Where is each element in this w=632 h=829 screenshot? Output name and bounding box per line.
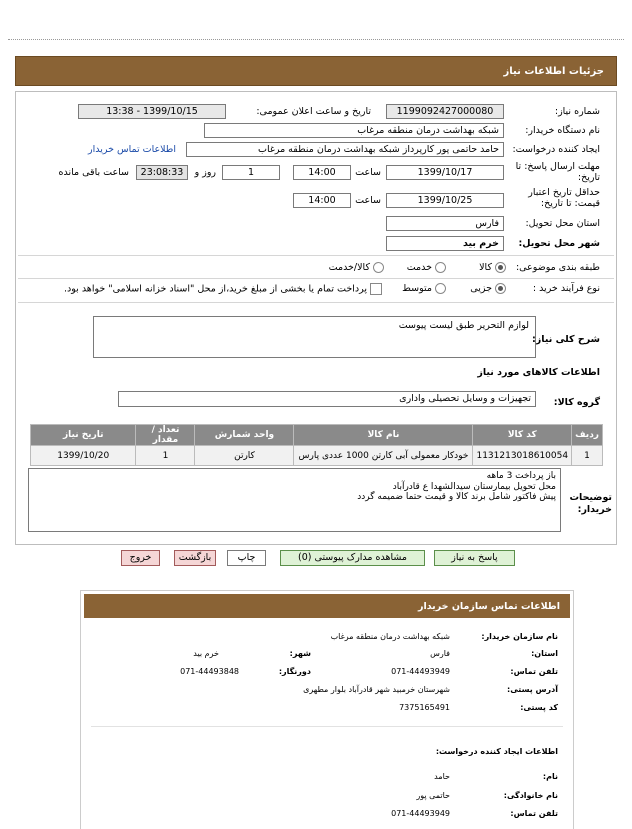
reply-button[interactable]: پاسخ به نیاز (434, 550, 515, 566)
creator-name-value: حامد (434, 772, 450, 781)
contact-divider (91, 726, 563, 727)
cell-row: 1 (572, 446, 603, 466)
contact-city-label: شهر: (289, 649, 311, 658)
creator-phone-label: تلفن تماس: (510, 809, 558, 818)
contact-city-value: خرم بید (193, 649, 219, 658)
creator-name-label: نام: (542, 772, 558, 781)
creator-field: حامد حاتمی پور کارپرداز شبکه بهداشت درمان منطقه مرغاب (186, 142, 504, 157)
print-button[interactable]: چاپ (227, 550, 266, 566)
exit-button[interactable]: خروج (121, 550, 160, 566)
payment-checkbox-row[interactable]: پرداخت تمام یا بخشی از مبلغ خرید،از محل "اسناد خزانه اسلامی" خواهد بود. (64, 283, 382, 295)
description-label: شرح کلی نیاز: (531, 334, 600, 345)
process-option-medium[interactable]: متوسط (402, 283, 446, 294)
buyer-note-line: پیش فاکتور شامل برند کالا و قیمت حتما ضمیمه گردد (357, 492, 556, 502)
process-label: نوع فرآیند خرید : (532, 283, 600, 294)
radio-selected-icon[interactable] (495, 262, 506, 273)
contact-panel-header (84, 594, 570, 618)
contact-fax-value: 071-44493848 (180, 667, 239, 676)
contact-org-label: نام سازمان خریدار: (481, 632, 558, 641)
col-row: ردیف (572, 425, 603, 446)
contact-province-label: استان: (531, 649, 558, 658)
remaining-time-field: 23:08:33 (136, 165, 188, 180)
radio-icon[interactable] (373, 262, 384, 273)
contact-org-value: شبکه بهداشت درمان منطقه مرغاب (330, 632, 450, 641)
buyer-label: نام دستگاه خریدار: (525, 125, 600, 136)
need-number-label: شماره نیاز: (554, 106, 600, 117)
reply-time-label: ساعت (355, 167, 381, 178)
validity-date-field: 1399/10/25 (386, 193, 504, 208)
announce-label: تاریخ و ساعت اعلان عمومی: (256, 106, 371, 117)
need-number-field: 1199092427000080 (386, 104, 504, 119)
cell-date: 1399/10/20 (31, 446, 136, 466)
top-divider (8, 39, 624, 40)
goods-table (30, 424, 603, 466)
buyer-field: شبکه بهداشت درمان منطقه مرغاب (204, 123, 504, 138)
divider (18, 302, 614, 303)
days-label: روز و (194, 167, 216, 178)
creator-phone-value: 071-44493949 (391, 809, 450, 818)
goods-group-label: گروه کالا: (553, 397, 600, 408)
panel-header (15, 56, 617, 86)
col-name: نام کالا (294, 425, 473, 446)
creator-family-value: حاتمی پور (416, 791, 450, 800)
buyer-note-line: باز پرداخت 3 ماهه (486, 471, 556, 481)
contact-address-label: آدرس پستی: (507, 685, 558, 694)
buyer-notes-label: توضیحات خریدار: (569, 492, 612, 515)
contact-province-value: فارس (430, 649, 450, 658)
subject-option-both[interactable]: کالا/خدمت (329, 262, 384, 273)
city-field: خرم بید (386, 236, 504, 251)
reply-time-field: 14:00 (293, 165, 351, 180)
cell-code: 1131213018610054 (473, 446, 572, 466)
announce-field: 1399/10/15 - 13:38 (78, 104, 226, 119)
city-label: شهر محل تحویل: (518, 238, 600, 249)
contact-postal-label: کد پستی: (520, 703, 558, 712)
attachments-button[interactable]: مشاهده مدارک پیوستی (0) (280, 550, 425, 566)
reply-date-field: 1399/10/17 (386, 165, 504, 180)
radio-icon[interactable] (435, 283, 446, 294)
description-field: لوازم التحریر طبق لیست پیوست (93, 316, 536, 358)
table-row (31, 446, 603, 466)
cell-name: خودکار معمولی آبی کارتن 1000 عددی پارس (294, 446, 473, 466)
days-field: 1 (222, 165, 280, 180)
back-button[interactable]: بازگشت (174, 550, 216, 566)
subject-option-goods[interactable]: کالا (479, 262, 506, 273)
divider (18, 278, 614, 279)
creator-section-title: اطلاعات ایجاد کننده درخواست: (435, 747, 558, 756)
contact-fax-label: دورنگار: (278, 667, 311, 676)
goods-info-title: اطلاعات کالاهای مورد نیاز (477, 367, 600, 378)
creator-label: ایجاد کننده درخواست: (512, 144, 600, 155)
process-option-minor[interactable]: جزیی (470, 283, 506, 294)
cell-qty: 1 (136, 446, 195, 466)
col-date: تاریخ نیاز (31, 425, 136, 446)
radio-icon[interactable] (435, 262, 446, 273)
validity-time-label: ساعت (355, 195, 381, 206)
checkbox-icon[interactable] (370, 283, 382, 295)
buyer-contact-panel (80, 590, 574, 829)
table-header-row (31, 425, 603, 446)
cell-unit: کارتن (195, 446, 294, 466)
buyer-note-line: محل تحویل بیمارستان سیدالشهدا ع قادرآباد (392, 481, 556, 492)
col-unit: واحد شمارش (195, 425, 294, 446)
creator-family-label: نام خانوادگی: (503, 791, 558, 800)
buyer-notes-field (28, 468, 561, 532)
col-qty: تعداد / مقدار (136, 425, 195, 446)
col-code: کد کالا (473, 425, 572, 446)
validity-label: حداقل تاریخ اعتبار قیمت: تا تاریخ: (528, 187, 600, 209)
need-details-panel (15, 91, 617, 545)
goods-group-field: تجهیزات و وسایل تحصیلی واداری (118, 391, 536, 407)
contact-phone-label: تلفن تماس: (510, 667, 558, 676)
province-field: فارس (386, 216, 504, 231)
buyer-contact-link[interactable]: اطلاعات تماس خریدار (87, 144, 176, 155)
reply-deadline-label: مهلت ارسال پاسخ: تا تاریخ: (515, 161, 600, 183)
contact-postal-value: 7375165491 (399, 703, 450, 712)
contact-phone-value: 071-44493949 (391, 667, 450, 676)
validity-time-field: 14:00 (293, 193, 351, 208)
remaining-label: ساعت باقی مانده (58, 167, 129, 178)
divider (18, 255, 614, 256)
panel-title: جزئیات اطلاعات نیاز (503, 65, 604, 77)
radio-selected-icon[interactable] (495, 283, 506, 294)
contact-address-value: شهرستان خرمبید شهر قادرآباد بلوار مطهری (303, 685, 450, 694)
province-label: استان محل تحویل: (525, 218, 600, 229)
subject-label: طبقه بندی موضوعی: (515, 262, 600, 273)
contact-panel-title: اطلاعات تماس سازمان خریدار (417, 600, 560, 612)
subject-option-service[interactable]: خدمت (407, 262, 446, 273)
